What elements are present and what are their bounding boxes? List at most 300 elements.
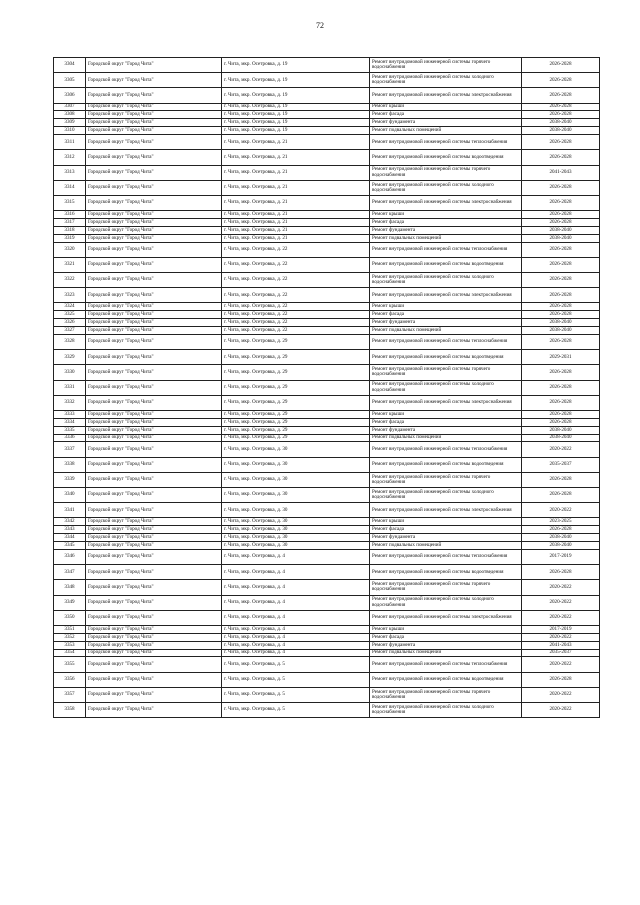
table-row [54,211,600,219]
work-type-cell: Ремонт внутридомовой инженерной системы электроснабжения [370,88,522,103]
period-cell: 2017-2019 [522,625,600,633]
period-cell: 2026-2028 [522,395,600,410]
table-row [54,257,600,272]
address-cell: г. Чита, мкр. Осетровка, д. 30 [222,534,370,542]
table-row [54,226,600,234]
period-cell: 2026-2028 [522,311,600,319]
address-cell: г. Чита, мкр. Осетровка, д. 30 [222,488,370,503]
address-cell: г. Чита, мкр. Осетровка, д. 4 [222,649,370,657]
municipality-cell: Городской округ "Город Чита" [86,542,222,550]
row-number-cell: 3349 [54,595,86,610]
address-cell: г. Чита, мкр. Осетровка, д. 21 [222,211,370,219]
table-row [54,119,600,127]
period-cell: 2026-2028 [522,135,600,150]
work-type-cell: Ремонт внутридомовой инженерной системы горячего водоснабжения [370,687,522,702]
row-number-cell: 3307 [54,103,86,111]
municipality-cell: Городской округ "Город Чита" [86,288,222,303]
period-cell: 2041-2043 [522,165,600,180]
address-cell: г. Чита, мкр. Осетровка, д. 29 [222,426,370,434]
table-row [54,58,600,73]
work-type-cell: Ремонт подвальных помещений [370,542,522,550]
address-cell: г. Чита, мкр. Осетровка, д. 29 [222,350,370,365]
municipality-cell: Городской округ "Город Чита" [86,334,222,349]
address-cell: г. Чита, мкр. Осетровка, д. 22 [222,303,370,311]
municipality-cell: Городской округ "Город Чита" [86,503,222,518]
address-cell: г. Чита, мкр. Осетровка, д. 30 [222,542,370,550]
table-row [54,327,600,335]
work-type-cell: Ремонт фундамента [370,226,522,234]
period-cell: 2026-2028 [522,488,600,503]
address-cell: г. Чита, мкр. Осетровка, д. 22 [222,242,370,257]
address-cell: г. Чита, мкр. Осетровка, д. 29 [222,380,370,395]
period-cell: 2026-2028 [522,242,600,257]
address-cell: г. Чита, мкр. Осетровка, д. 22 [222,311,370,319]
table-row [54,380,600,395]
address-cell: г. Чита, мкр. Осетровка, д. 29 [222,334,370,349]
table-row [54,88,600,103]
period-cell: 2020-2022 [522,633,600,641]
work-type-cell: Ремонт внутридомовой инженерной системы горячего водоснабжения [370,58,522,73]
work-type-cell: Ремонт внутридомовой инженерной системы водоотведения [370,257,522,272]
address-cell: г. Чита, мкр. Осетровка, д. 4 [222,580,370,595]
row-number-cell: 3358 [54,703,86,718]
work-type-cell: Ремонт внутридомовой инженерной системы теплоснабжения [370,442,522,457]
work-type-cell: Ремонт внутридомовой инженерной системы теплоснабжения [370,135,522,150]
row-number-cell: 3348 [54,580,86,595]
period-cell: 2026-2028 [522,218,600,226]
row-number-cell: 3312 [54,150,86,165]
municipality-cell: Городской округ "Город Чита" [86,434,222,442]
period-cell: 2020-2022 [522,442,600,457]
table-row [54,165,600,180]
period-cell: 2026-2028 [522,526,600,534]
address-cell: г. Чита, мкр. Осетровка, д. 29 [222,418,370,426]
row-number-cell: 3352 [54,633,86,641]
table-row [54,703,600,718]
row-number-cell: 3315 [54,195,86,210]
row-number-cell: 3318 [54,226,86,234]
table-body [54,58,600,718]
period-cell: 2026-2028 [522,273,600,288]
work-type-cell: Ремонт внутридомовой инженерной системы холодного водоснабжения [370,488,522,503]
municipality-cell: Городской округ "Город Чита" [86,111,222,119]
work-type-cell: Ремонт внутридомовой инженерной системы горячего водоснабжения [370,165,522,180]
municipality-cell: Городской округ "Город Чита" [86,687,222,702]
municipality-cell: Городской округ "Город Чита" [86,418,222,426]
work-type-cell: Ремонт внутридомовой инженерной системы теплоснабжения [370,334,522,349]
address-cell: г. Чита, мкр. Осетровка, д. 22 [222,288,370,303]
address-cell: г. Чита, мкр. Осетровка, д. 22 [222,257,370,272]
address-cell: г. Чита, мкр. Осетровка, д. 4 [222,565,370,580]
row-number-cell: 3317 [54,218,86,226]
row-number-cell: 3305 [54,73,86,88]
municipality-cell: Городской округ "Город Чита" [86,565,222,580]
row-number-cell: 3344 [54,534,86,542]
municipality-cell: Городской округ "Город Чита" [86,534,222,542]
work-type-cell: Ремонт фасада [370,526,522,534]
address-cell: г. Чита, мкр. Осетровка, д. 4 [222,641,370,649]
page-number: 72 [316,21,324,30]
row-number-cell: 3340 [54,488,86,503]
row-number-cell: 3316 [54,211,86,219]
row-number-cell: 3320 [54,242,86,257]
municipality-cell: Городской округ "Город Чита" [86,135,222,150]
table-row [54,526,600,534]
table-row [54,595,600,610]
municipality-cell: Городской округ "Город Чита" [86,226,222,234]
row-number-cell: 3333 [54,410,86,418]
municipality-cell: Городской округ "Город Чита" [86,365,222,380]
period-cell: 2026-2028 [522,211,600,219]
period-cell: 2026-2028 [522,288,600,303]
period-cell: 2020-2022 [522,580,600,595]
address-cell: г. Чита, мкр. Осетровка, д. 30 [222,526,370,534]
municipality-cell: Городской округ "Город Чита" [86,595,222,610]
period-cell: 2020-2022 [522,595,600,610]
period-cell: 2026-2028 [522,334,600,349]
period-cell: 2020-2022 [522,503,600,518]
municipality-cell: Городской округ "Город Чита" [86,73,222,88]
work-type-cell: Ремонт внутридомовой инженерной системы водоотведения [370,150,522,165]
municipality-cell: Городской округ "Город Чита" [86,180,222,195]
work-type-cell: Ремонт внутридомовой инженерной системы электроснабжения [370,610,522,625]
address-cell: г. Чита, мкр. Осетровка, д. 21 [222,218,370,226]
municipality-cell: Городской округ "Город Чита" [86,633,222,641]
row-number-cell: 3346 [54,549,86,564]
municipality-cell: Городской округ "Город Чита" [86,88,222,103]
address-cell: г. Чита, мкр. Осетровка, д. 21 [222,135,370,150]
period-cell: 2038-2040 [522,426,600,434]
period-cell: 2017-2019 [522,549,600,564]
table-row [54,488,600,503]
municipality-cell: Городской округ "Город Чита" [86,103,222,111]
period-cell: 2026-2028 [522,73,600,88]
row-number-cell: 3322 [54,273,86,288]
work-type-cell: Ремонт подвальных помещений [370,649,522,657]
address-cell: г. Чита, мкр. Осетровка, д. 29 [222,395,370,410]
table-row [54,410,600,418]
row-number-cell: 3310 [54,127,86,135]
table-row [54,687,600,702]
municipality-cell: Городской округ "Город Чита" [86,426,222,434]
address-cell: г. Чита, мкр. Осетровка, д. 19 [222,127,370,135]
work-type-cell: Ремонт внутридомовой инженерной системы электроснабжения [370,503,522,518]
table-row [54,503,600,518]
address-cell: г. Чита, мкр. Осетровка, д. 29 [222,434,370,442]
table-row [54,434,600,442]
row-number-cell: 3326 [54,319,86,327]
table-row [54,426,600,434]
work-type-cell: Ремонт подвальных помещений [370,234,522,242]
municipality-cell: Городской округ "Город Чита" [86,327,222,335]
period-cell: 2026-2028 [522,150,600,165]
table-row [54,534,600,542]
work-type-cell: Ремонт крыши [370,103,522,111]
work-type-cell: Ремонт внутридомовой инженерной системы водоотведения [370,457,522,472]
address-cell: г. Чита, мкр. Осетровка, д. 5 [222,672,370,687]
municipality-cell: Городской округ "Город Чита" [86,457,222,472]
table-row [54,610,600,625]
municipality-cell: Городской округ "Город Чита" [86,119,222,127]
period-cell: 2026-2028 [522,565,600,580]
table-row [54,180,600,195]
municipality-cell: Городской округ "Город Чита" [86,649,222,657]
municipality-cell: Городской округ "Город Чита" [86,657,222,672]
table-row [54,518,600,526]
row-number-cell: 3324 [54,303,86,311]
row-number-cell: 3304 [54,58,86,73]
row-number-cell: 3319 [54,234,86,242]
municipality-cell: Городской округ "Город Чита" [86,580,222,595]
row-number-cell: 3313 [54,165,86,180]
period-cell: 2026-2028 [522,180,600,195]
period-cell: 2026-2028 [522,58,600,73]
work-type-cell: Ремонт внутридомовой инженерной системы электроснабжения [370,395,522,410]
row-number-cell: 3331 [54,380,86,395]
work-type-cell: Ремонт фундамента [370,534,522,542]
work-type-cell: Ремонт фасада [370,633,522,641]
table-row [54,127,600,135]
row-number-cell: 3351 [54,625,86,633]
period-cell: 2026-2028 [522,672,600,687]
address-cell: г. Чита, мкр. Осетровка, д. 22 [222,319,370,327]
municipality-cell: Городской округ "Город Чита" [86,703,222,718]
table-row [54,350,600,365]
address-cell: г. Чита, мкр. Осетровка, д. 4 [222,595,370,610]
address-cell: г. Чита, мкр. Осетровка, д. 4 [222,625,370,633]
work-type-cell: Ремонт внутридомовой инженерной системы электроснабжения [370,288,522,303]
row-number-cell: 3308 [54,111,86,119]
municipality-cell: Городской округ "Город Чита" [86,350,222,365]
work-type-cell: Ремонт фундамента [370,119,522,127]
work-type-cell: Ремонт крыши [370,410,522,418]
municipality-cell: Городской округ "Город Чита" [86,242,222,257]
work-type-cell: Ремонт фундамента [370,319,522,327]
table-row [54,135,600,150]
work-type-cell: Ремонт крыши [370,518,522,526]
address-cell: г. Чита, мкр. Осетровка, д. 19 [222,58,370,73]
municipality-cell: Городской округ "Город Чита" [86,195,222,210]
work-type-cell: Ремонт фундамента [370,426,522,434]
address-cell: г. Чита, мкр. Осетровка, д. 29 [222,410,370,418]
address-cell: г. Чита, мкр. Осетровка, д. 29 [222,365,370,380]
address-cell: г. Чита, мкр. Осетровка, д. 22 [222,327,370,335]
row-number-cell: 3355 [54,657,86,672]
period-cell: 2026-2028 [522,88,600,103]
work-type-cell: Ремонт фасада [370,311,522,319]
address-cell: г. Чита, мкр. Осетровка, д. 19 [222,111,370,119]
row-number-cell: 3336 [54,434,86,442]
table-row [54,442,600,457]
repair-schedule-table [53,57,600,718]
address-cell: г. Чита, мкр. Осетровка, д. 21 [222,226,370,234]
work-type-cell: Ремонт фасада [370,418,522,426]
work-type-cell: Ремонт внутридомовой инженерной системы теплоснабжения [370,242,522,257]
period-cell: 2026-2028 [522,257,600,272]
address-cell: г. Чита, мкр. Осетровка, д. 30 [222,503,370,518]
period-cell: 2038-2040 [522,319,600,327]
period-cell: 2038-2040 [522,434,600,442]
row-number-cell: 3306 [54,88,86,103]
period-cell: 2038-2040 [522,327,600,335]
address-cell: г. Чита, мкр. Осетровка, д. 19 [222,119,370,127]
row-number-cell: 3357 [54,687,86,702]
period-cell: 2026-2028 [522,103,600,111]
row-number-cell: 3338 [54,457,86,472]
work-type-cell: Ремонт подвальных помещений [370,127,522,135]
work-type-cell: Ремонт внутридомовой инженерной системы холодного водоснабжения [370,380,522,395]
municipality-cell: Городской округ "Город Чита" [86,150,222,165]
table-row [54,365,600,380]
work-type-cell: Ремонт фундамента [370,641,522,649]
row-number-cell: 3337 [54,442,86,457]
table-row [54,334,600,349]
period-cell: 2026-2028 [522,472,600,487]
work-type-cell: Ремонт внутридомовой инженерной системы горячего водоснабжения [370,580,522,595]
table-row [54,288,600,303]
period-cell: 2026-2028 [522,365,600,380]
table-row [54,565,600,580]
row-number-cell: 3311 [54,135,86,150]
table-row [54,672,600,687]
row-number-cell: 3335 [54,426,86,434]
work-type-cell: Ремонт крыши [370,211,522,219]
municipality-cell: Городской округ "Город Чита" [86,165,222,180]
work-type-cell: Ремонт крыши [370,303,522,311]
table-row [54,234,600,242]
municipality-cell: Городской округ "Город Чита" [86,410,222,418]
period-cell: 2020-2022 [522,610,600,625]
row-number-cell: 3330 [54,365,86,380]
period-cell: 2038-2040 [522,226,600,234]
row-number-cell: 3328 [54,334,86,349]
period-cell: 2035-2037 [522,649,600,657]
address-cell: г. Чита, мкр. Осетровка, д. 21 [222,195,370,210]
address-cell: г. Чита, мкр. Осетровка, д. 4 [222,549,370,564]
period-cell: 2038-2040 [522,534,600,542]
municipality-cell: Городской округ "Город Чита" [86,234,222,242]
row-number-cell: 3342 [54,518,86,526]
work-type-cell: Ремонт внутридомовой инженерной системы теплоснабжения [370,549,522,564]
period-cell: 2029-2031 [522,350,600,365]
work-type-cell: Ремонт внутридомовой инженерной системы водоотведения [370,672,522,687]
row-number-cell: 3323 [54,288,86,303]
row-number-cell: 3345 [54,542,86,550]
address-cell: г. Чита, мкр. Осетровка, д. 19 [222,88,370,103]
municipality-cell: Городской округ "Город Чита" [86,442,222,457]
row-number-cell: 3314 [54,180,86,195]
municipality-cell: Городской округ "Город Чита" [86,273,222,288]
table-row [54,625,600,633]
period-cell: 2035-2037 [522,457,600,472]
table-row [54,472,600,487]
row-number-cell: 3327 [54,327,86,335]
municipality-cell: Городской округ "Город Чита" [86,549,222,564]
period-cell: 2026-2028 [522,303,600,311]
row-number-cell: 3350 [54,610,86,625]
address-cell: г. Чита, мкр. Осетровка, д. 30 [222,472,370,487]
address-cell: г. Чита, мкр. Осетровка, д. 5 [222,703,370,718]
municipality-cell: Городской округ "Город Чита" [86,380,222,395]
municipality-cell: Городской округ "Город Чита" [86,218,222,226]
period-cell: 2020-2022 [522,703,600,718]
table-row [54,73,600,88]
table-row [54,303,600,311]
table-row [54,150,600,165]
address-cell: г. Чита, мкр. Осетровка, д. 4 [222,610,370,625]
row-number-cell: 3343 [54,526,86,534]
row-number-cell: 3339 [54,472,86,487]
municipality-cell: Городской округ "Город Чита" [86,641,222,649]
address-cell: г. Чита, мкр. Осетровка, д. 21 [222,180,370,195]
period-cell: 2026-2028 [522,380,600,395]
work-type-cell: Ремонт фасада [370,111,522,119]
address-cell: г. Чита, мкр. Осетровка, д. 21 [222,150,370,165]
address-cell: г. Чита, мкр. Осетровка, д. 5 [222,657,370,672]
table-row [54,633,600,641]
address-cell: г. Чита, мкр. Осетровка, д. 21 [222,165,370,180]
period-cell: 2038-2040 [522,127,600,135]
row-number-cell: 3354 [54,649,86,657]
municipality-cell: Городской округ "Город Чита" [86,610,222,625]
municipality-cell: Городской округ "Город Чита" [86,526,222,534]
table-row [54,273,600,288]
table-row [54,649,600,657]
table-row [54,580,600,595]
period-cell: 2026-2028 [522,195,600,210]
municipality-cell: Городской округ "Город Чита" [86,58,222,73]
period-cell: 2026-2028 [522,410,600,418]
table-row [54,418,600,426]
table-row [54,111,600,119]
row-number-cell: 3347 [54,565,86,580]
table-row [54,549,600,564]
address-cell: г. Чита, мкр. Осетровка, д. 5 [222,687,370,702]
period-cell: 2023-2025 [522,518,600,526]
address-cell: г. Чита, мкр. Осетровка, д. 22 [222,273,370,288]
municipality-cell: Городской округ "Город Чита" [86,211,222,219]
municipality-cell: Городской округ "Город Чита" [86,472,222,487]
address-cell: г. Чита, мкр. Осетровка, д. 21 [222,234,370,242]
work-type-cell: Ремонт внутридомовой инженерной системы горячего водоснабжения [370,365,522,380]
work-type-cell: Ремонт внутридомовой инженерной системы теплоснабжения [370,657,522,672]
table-row [54,542,600,550]
row-number-cell: 3325 [54,311,86,319]
table-row [54,218,600,226]
address-cell: г. Чита, мкр. Осетровка, д. 19 [222,73,370,88]
work-type-cell: Ремонт внутридомовой инженерной системы холодного водоснабжения [370,73,522,88]
period-cell: 2041-2043 [522,641,600,649]
address-cell: г. Чита, мкр. Осетровка, д. 30 [222,518,370,526]
period-cell: 2020-2022 [522,687,600,702]
row-number-cell: 3341 [54,503,86,518]
table-row [54,641,600,649]
municipality-cell: Городской округ "Город Чита" [86,319,222,327]
row-number-cell: 3321 [54,257,86,272]
work-type-cell: Ремонт внутридомовой инженерной системы холодного водоснабжения [370,180,522,195]
work-type-cell: Ремонт внутридомовой инженерной системы горячего водоснабжения [370,472,522,487]
address-cell: г. Чита, мкр. Осетровка, д. 30 [222,457,370,472]
row-number-cell: 3334 [54,418,86,426]
row-number-cell: 3329 [54,350,86,365]
work-type-cell: Ремонт подвальных помещений [370,327,522,335]
work-type-cell: Ремонт внутридомовой инженерной системы водоотведения [370,350,522,365]
work-type-cell: Ремонт внутридомовой инженерной системы холодного водоснабжения [370,703,522,718]
row-number-cell: 3332 [54,395,86,410]
work-type-cell: Ремонт подвальных помещений [370,434,522,442]
period-cell: 2020-2022 [522,657,600,672]
table-row [54,457,600,472]
